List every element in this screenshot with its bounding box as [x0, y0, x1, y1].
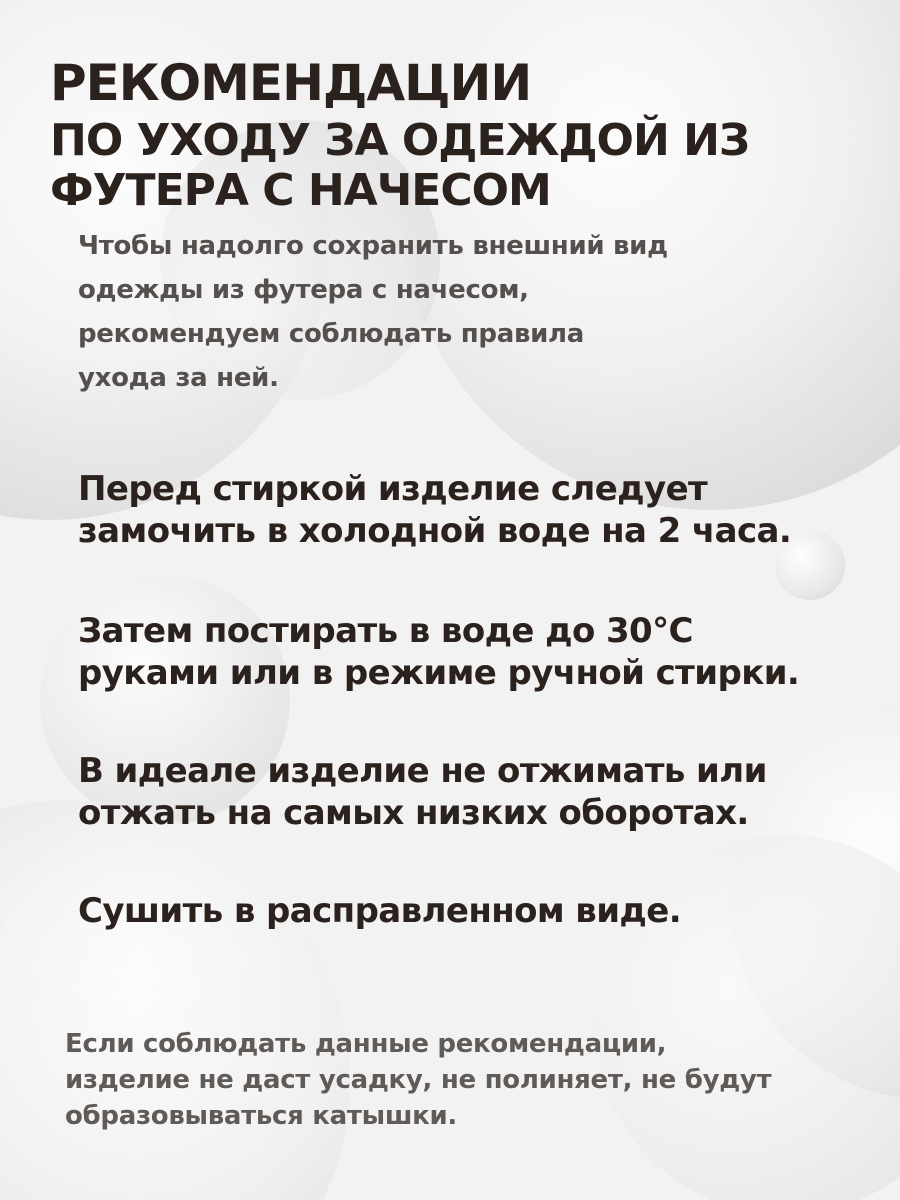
instruction-spin [78, 750, 858, 834]
intro-line: одежды из футера с начесом, [78, 275, 529, 305]
intro-line: рекомендуем соблюдать правила [78, 319, 585, 349]
instruction-dry [78, 890, 858, 932]
footer-line: Если соблюдать данные рекомендации, [65, 1029, 667, 1059]
intro-line: Чтобы надолго сохранить внешний вид [78, 231, 668, 261]
instruction-line: отжать на самых низких оборотах. [78, 793, 749, 833]
intro-text [78, 226, 838, 402]
instruction-line: руками или в режиме ручной стирки. [78, 653, 800, 693]
title-line-3: ФУТЕРА С НАЧЕСОМ [50, 165, 551, 216]
intro-line: ухода за ней. [78, 363, 279, 393]
instruction-line: Сушить в расправленном виде. [78, 891, 682, 931]
instruction-line: замочить в холодной воде на 2 часа. [78, 511, 792, 551]
title-line-1: РЕКОМЕНДАЦИИ [50, 54, 532, 112]
instruction-line: Затем постирать в воде до 30°С [78, 611, 693, 651]
care-result-note [65, 1026, 855, 1134]
instruction-line: В идеале изделие не отжимать или [78, 751, 767, 791]
title-line-2: ПО УХОДУ ЗА ОДЕЖДОЙ ИЗ [50, 115, 750, 166]
footer-line: изделие не даст усадку, не полиняет, не будут [65, 1065, 772, 1095]
instruction-soak [78, 468, 858, 552]
footer-line: образовываться катышки. [65, 1101, 457, 1131]
instruction-line: Перед стиркой изделие следует [78, 469, 708, 509]
instruction-wash [78, 610, 858, 694]
